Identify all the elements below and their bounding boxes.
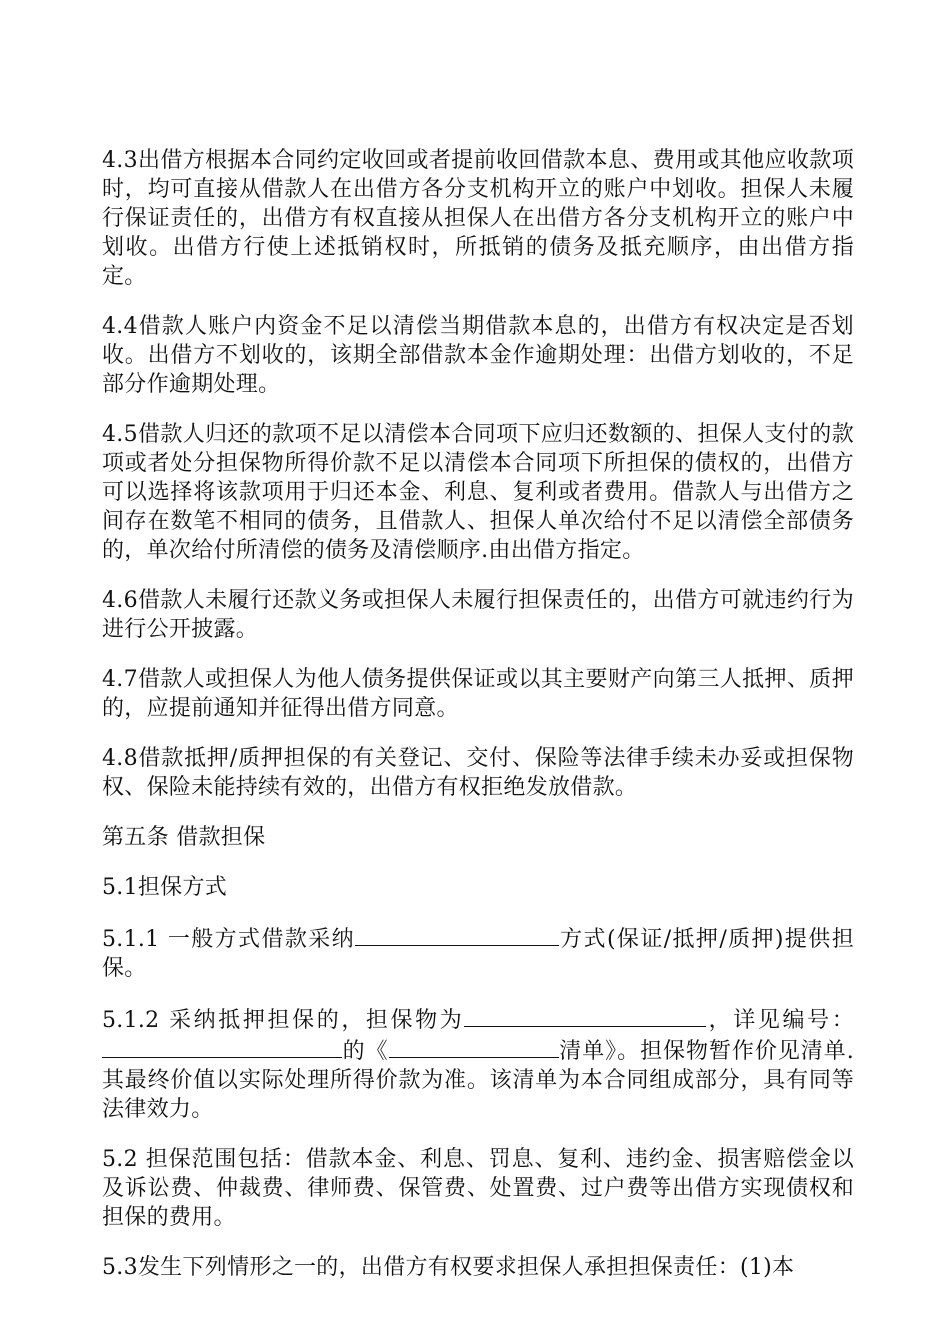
clause-5-1-2-tail: 清单》。担保物暂作价见清单.其最终价值以实际处理所得价款为准。该清单为本合同组成部分，具有同等法律效力。 — [102, 1039, 854, 1122]
article-5-heading: 第五条 借款担保 — [102, 825, 266, 850]
clause-5-1-1-lead: 5.1.1 一般方式借款采纳 — [102, 927, 356, 952]
clause-5-1-1 — [102, 923, 854, 983]
collateral-blank[interactable] — [464, 1004, 706, 1027]
guarantee-method-blank[interactable] — [355, 923, 559, 946]
clause-5-1-1-tail: 方式(保证/抵押/质押)提供担保。 — [102, 927, 854, 981]
document-body — [102, 146, 854, 1303]
list-number-blank[interactable] — [102, 1035, 342, 1058]
clause-4-4: 4.4借款人账户内资金不足以清偿当期借款本息的，出借方有权决定是否划收。出借方不划收的，该期全部借款本金作逾期处理：出借方划收的，不足部分作逾期处理。 — [102, 314, 854, 397]
clause-4-5: 4.5借款人归还的款项不足以清偿本合同项下应归还数额的、担保人支付的款项或者处分担保物所得价款不足以清偿本合同项下所担保的债权的，出借方可以选择将该款项用于归还本金、利息、复利或者费用。借款人与出借方之间存在数笔不相同的债务，且借款人、担保人单次给付不足以清偿全部债务的，单次给付所清偿的债务及清偿顺序.由出借方指定。 — [102, 422, 854, 563]
clause-5-1-heading: 5.1担保方式 — [102, 875, 228, 900]
clause-4-7: 4.7借款人或担保人为他人债务提供保证或以其主要财产向第三人抵押、质押的，应提前通知并征得出借方同意。 — [102, 667, 854, 721]
clause-4-3: 4.3出借方根据本合同约定收回或者提前收回借款本息、费用或其他应收款项时，均可直接从借款人在出借方各分支机构开立的账户中划收。担保人未履行保证责任的，出借方有权直接从担保人在出借方各分支机构开立的账户中划收。出借方行使上述抵销权时，所抵销的债务及抵充顺序，由出借方指定。 — [102, 148, 854, 289]
clause-5-1-2-lead: 5.1.2 采纳抵押担保的，担保物为 — [102, 1008, 465, 1033]
clause-5-3: 5.3发生下列情形之一的，出借方有权要求担保人承担担保责任：(1)本 — [102, 1255, 795, 1280]
clause-4-8: 4.8借款抵押/质押担保的有关登记、交付、保险等法律手续未办妥或担保物权、保险未能持续有效的，出借方有权拒绝发放借款。 — [102, 746, 854, 800]
clause-5-1-2 — [102, 1004, 854, 1124]
clause-5-2: 5.2 担保范围包括：借款本金、利息、罚息、复利、违约金、损害赔偿金以及诉讼费、仲裁费、律师费、保管费、处置费、过户费等出借方实现债权和担保的费用。 — [102, 1147, 854, 1230]
list-name-blank[interactable] — [389, 1035, 559, 1058]
clause-5-1-2-ref: ，详见编号： — [706, 1008, 854, 1033]
clause-4-6: 4.6借款人未履行还款义务或担保人未履行担保责任的，出借方可就违约行为进行公开披露。 — [102, 588, 854, 642]
clause-5-1-2-of: 的《 — [342, 1039, 389, 1064]
